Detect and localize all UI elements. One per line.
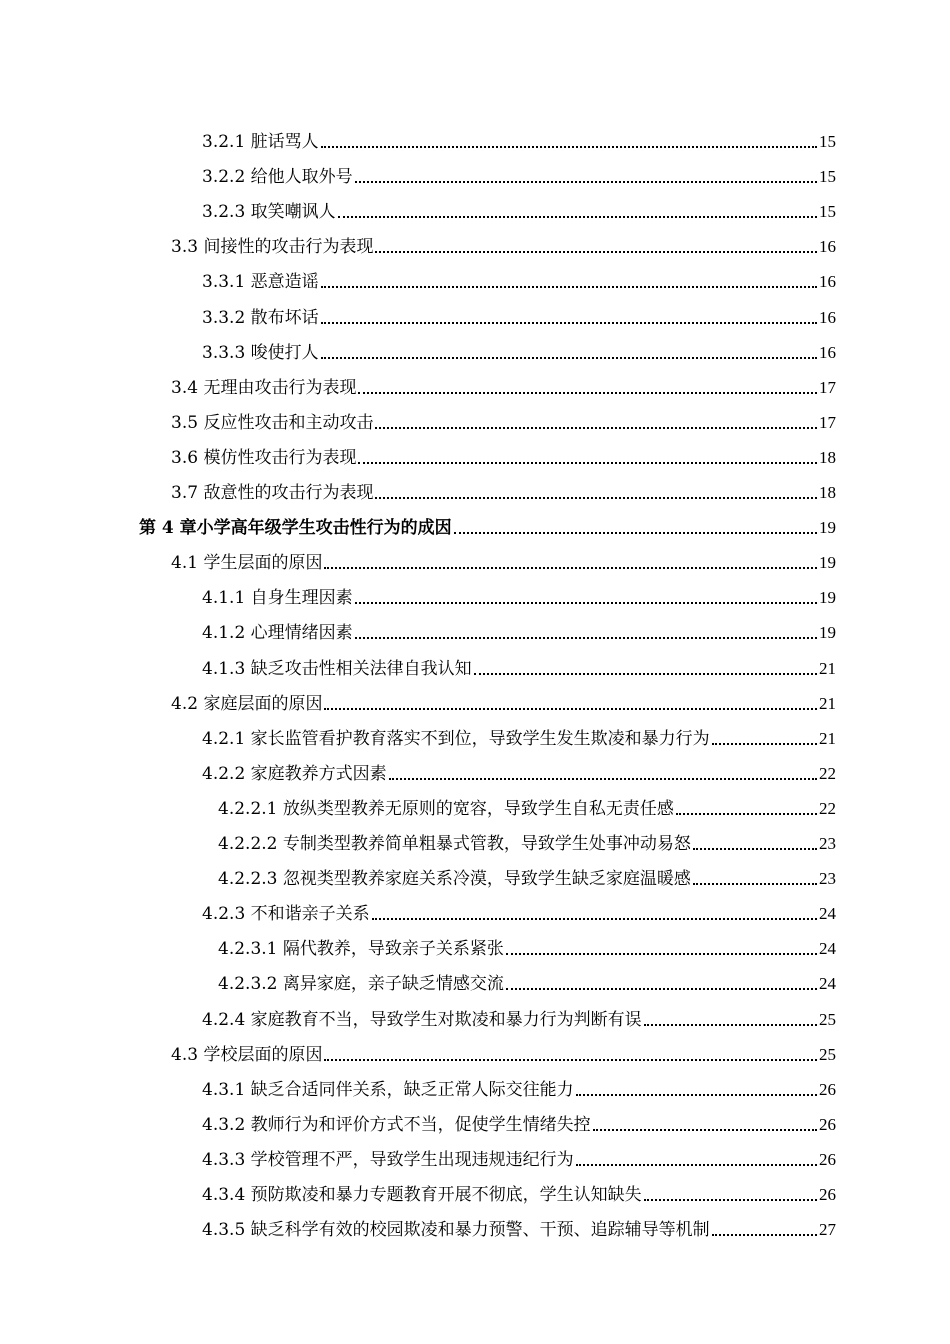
toc-entry-page-number: 24 (819, 939, 836, 959)
toc-entry[interactable] (202, 258, 836, 293)
dot-leader (375, 497, 817, 499)
toc-entry[interactable] (202, 1206, 836, 1241)
dot-leader (676, 813, 817, 815)
toc-entry[interactable] (202, 609, 836, 644)
dot-leader (375, 251, 817, 253)
toc-entry[interactable] (202, 645, 836, 680)
toc-entry-title: 3.3.1 恶意造谣 (202, 272, 319, 293)
toc-entry-page-number: 19 (819, 588, 836, 608)
toc-entry-page-number: 23 (819, 834, 836, 853)
toc-entry[interactable] (218, 925, 836, 960)
dot-leader (321, 322, 817, 324)
toc-entry-page-number: 16 (819, 272, 836, 292)
toc-entry-title: 4.2.2.3 忽视类型教养家庭关系冷漠，导致学生缺乏家庭温暖感 (218, 869, 691, 890)
dot-leader (358, 462, 817, 464)
toc-entry-page-number: 21 (819, 693, 836, 713)
dot-leader (358, 392, 817, 394)
toc-entry[interactable] (202, 1136, 836, 1171)
toc-entry-title: 4.3.2 教师行为和评价方式不当，促使学生情绪失控 (202, 1114, 591, 1135)
toc-entry-title: 3.7 敌意性的攻击行为表现 (171, 483, 374, 503)
toc-entry-page-number: 26 (819, 1185, 836, 1204)
dot-leader (355, 602, 817, 604)
toc-entry-page-number: 16 (819, 342, 836, 362)
toc-entry-page-number: 15 (819, 202, 836, 222)
dot-leader (644, 1199, 817, 1201)
dot-leader (324, 708, 817, 710)
toc-entry[interactable] (218, 785, 836, 820)
dot-leader (593, 1129, 817, 1131)
toc-entry-title: 3.2.1 脏话骂人 (202, 132, 319, 152)
toc-entry[interactable] (171, 469, 836, 504)
toc-entry[interactable] (202, 153, 836, 188)
toc-entry-title: 4.2.2 家庭教养方式因素 (202, 763, 387, 784)
toc-entry[interactable] (218, 855, 836, 890)
toc-entry[interactable] (202, 1101, 836, 1136)
toc-entry[interactable] (202, 294, 836, 329)
toc-entry[interactable] (202, 118, 836, 153)
toc-entry-title: 4.2.1 家长监管看护教育落实不到位，导致学生发生欺凌和暴力行为 (202, 728, 710, 749)
dot-leader (375, 427, 817, 429)
dot-leader (506, 953, 817, 955)
toc-entry-title: 4.2.2.1 放纵类型教养无原则的宽容，导致学生自私无责任感 (218, 798, 674, 819)
toc-entry[interactable] (218, 960, 836, 995)
toc-entry-page-number: 18 (819, 483, 836, 502)
dot-leader (321, 357, 817, 359)
toc-entry[interactable] (171, 434, 836, 469)
toc-entry-page-number: 25 (819, 1044, 836, 1064)
dot-leader (389, 778, 817, 780)
dot-leader (321, 146, 817, 148)
toc-entry-title: 4.2.3 不和谐亲子关系 (202, 904, 370, 925)
dot-leader (712, 743, 817, 745)
toc-entry-page-number: 21 (819, 728, 836, 748)
toc-entry[interactable] (218, 820, 836, 855)
toc-entry-title: 3.3 间接性的攻击行为表现 (171, 237, 374, 258)
toc-entry[interactable] (202, 574, 836, 609)
toc-entry[interactable] (171, 364, 836, 399)
toc-entry[interactable] (202, 188, 836, 223)
dot-leader (576, 1164, 817, 1166)
toc-entry[interactable] (171, 399, 836, 434)
dot-leader (321, 286, 817, 288)
toc-entry-title: 4.2.2.2 专制类型教养简单粗暴式管教，导致学生处事冲动易怒 (218, 834, 691, 854)
toc-entry[interactable] (202, 1171, 836, 1206)
toc-entry-page-number: 25 (819, 1009, 836, 1029)
toc-entry-page-number: 27 (819, 1220, 836, 1240)
toc-entry[interactable] (171, 680, 836, 715)
toc-entry-title: 4.1.2 心理情绪因素 (202, 623, 353, 644)
toc-entry-title: 3.6 模仿性攻击行为表现 (171, 447, 357, 468)
toc-entry-page-number: 24 (819, 974, 836, 994)
toc-entry[interactable] (139, 504, 836, 539)
dot-leader (474, 673, 817, 675)
dot-leader (324, 567, 817, 569)
toc-entry-page-number: 24 (819, 904, 836, 924)
dot-leader (693, 848, 817, 850)
toc-entry-title: 4.3.4 预防欺凌和暴力专题教育开展不彻底，学生认知缺失 (202, 1185, 642, 1205)
toc-entry-page-number: 15 (819, 167, 836, 187)
toc-entry[interactable] (171, 1031, 836, 1066)
toc-entry-page-number: 21 (819, 658, 836, 678)
toc-entry-title: 3.2.3 取笑嘲讽人 (202, 202, 336, 223)
toc-entry[interactable] (202, 890, 836, 925)
toc-entry-title: 4.3.5 缺乏科学有效的校园欺凌和暴力预警、干预、追踪辅导等机制 (202, 1220, 710, 1241)
toc-entry-title: 4.2.3.2 离异家庭，亲子缺乏情感交流 (218, 974, 504, 995)
toc-entry-title: 3.5 反应性攻击和主动攻击 (171, 412, 374, 433)
toc-entry-title: 3.3.2 散布坏话 (202, 307, 319, 328)
dot-leader (324, 1059, 817, 1061)
toc-entry[interactable] (202, 750, 836, 785)
dot-leader (355, 637, 817, 639)
toc-entry-page-number: 17 (819, 412, 836, 432)
dot-leader (576, 1094, 817, 1096)
dot-leader (355, 181, 817, 183)
toc-entry-page-number: 19 (819, 553, 836, 573)
dot-leader (454, 532, 817, 534)
dot-leader (693, 883, 817, 885)
toc-entry-title: 第 4 章小学高年级学生攻击性行为的成因 (139, 518, 452, 539)
toc-entry-page-number: 22 (819, 798, 836, 818)
toc-entry-title: 4.2.3.1 隔代教养，导致亲子关系紧张 (218, 939, 504, 960)
toc-entry-page-number: 17 (819, 377, 836, 397)
toc-entry-title: 4.3 学校层面的原因 (171, 1044, 323, 1065)
toc-entry[interactable] (202, 1066, 836, 1101)
dot-leader (506, 988, 817, 990)
toc-entry-page-number: 19 (819, 623, 836, 643)
toc-entry-page-number: 15 (819, 132, 836, 151)
toc-entry-title: 4.3.3 学校管理不严，导致学生出现违规违纪行为 (202, 1149, 574, 1170)
toc-entry-title: 4.2.4 家庭教育不当，导致学生对欺凌和暴力行为判断有误 (202, 1009, 642, 1030)
toc-entry-title: 4.1.1 自身生理因素 (202, 588, 353, 609)
dot-leader (372, 918, 817, 920)
toc-entry-title: 4.2 家庭层面的原因 (171, 693, 323, 714)
toc-entry-title: 3.2.2 给他人取外号 (202, 167, 353, 188)
toc-entry-page-number: 23 (819, 869, 836, 889)
toc-entry-page-number: 26 (819, 1079, 836, 1099)
toc-entry[interactable] (171, 539, 836, 574)
toc-entry-page-number: 26 (819, 1114, 836, 1134)
toc-entry[interactable] (171, 223, 836, 258)
toc-entry-title: 4.1 学生层面的原因 (171, 553, 323, 574)
toc-entry[interactable] (202, 715, 836, 750)
dot-leader (338, 216, 817, 218)
toc-entry-title: 3.3.3 唆使打人 (202, 342, 319, 363)
toc-entry-title: 3.4 无理由攻击行为表现 (171, 377, 357, 398)
toc-entry[interactable] (202, 996, 836, 1031)
toc-entry-page-number: 26 (819, 1149, 836, 1169)
toc-entry-page-number: 18 (819, 447, 836, 467)
dot-leader (712, 1234, 817, 1236)
toc-entry-page-number: 16 (819, 307, 836, 327)
toc-entry-page-number: 22 (819, 763, 836, 783)
toc-entry-title: 4.1.3 缺乏攻击性相关法律自我认知 (202, 658, 472, 679)
toc-entry[interactable] (202, 329, 836, 364)
toc-entry-page-number: 16 (819, 237, 836, 257)
toc-entry-title: 4.3.1 缺乏合适同伴关系，缺乏正常人际交往能力 (202, 1079, 574, 1100)
toc-entry-page-number: 19 (819, 518, 836, 538)
dot-leader (644, 1024, 817, 1026)
